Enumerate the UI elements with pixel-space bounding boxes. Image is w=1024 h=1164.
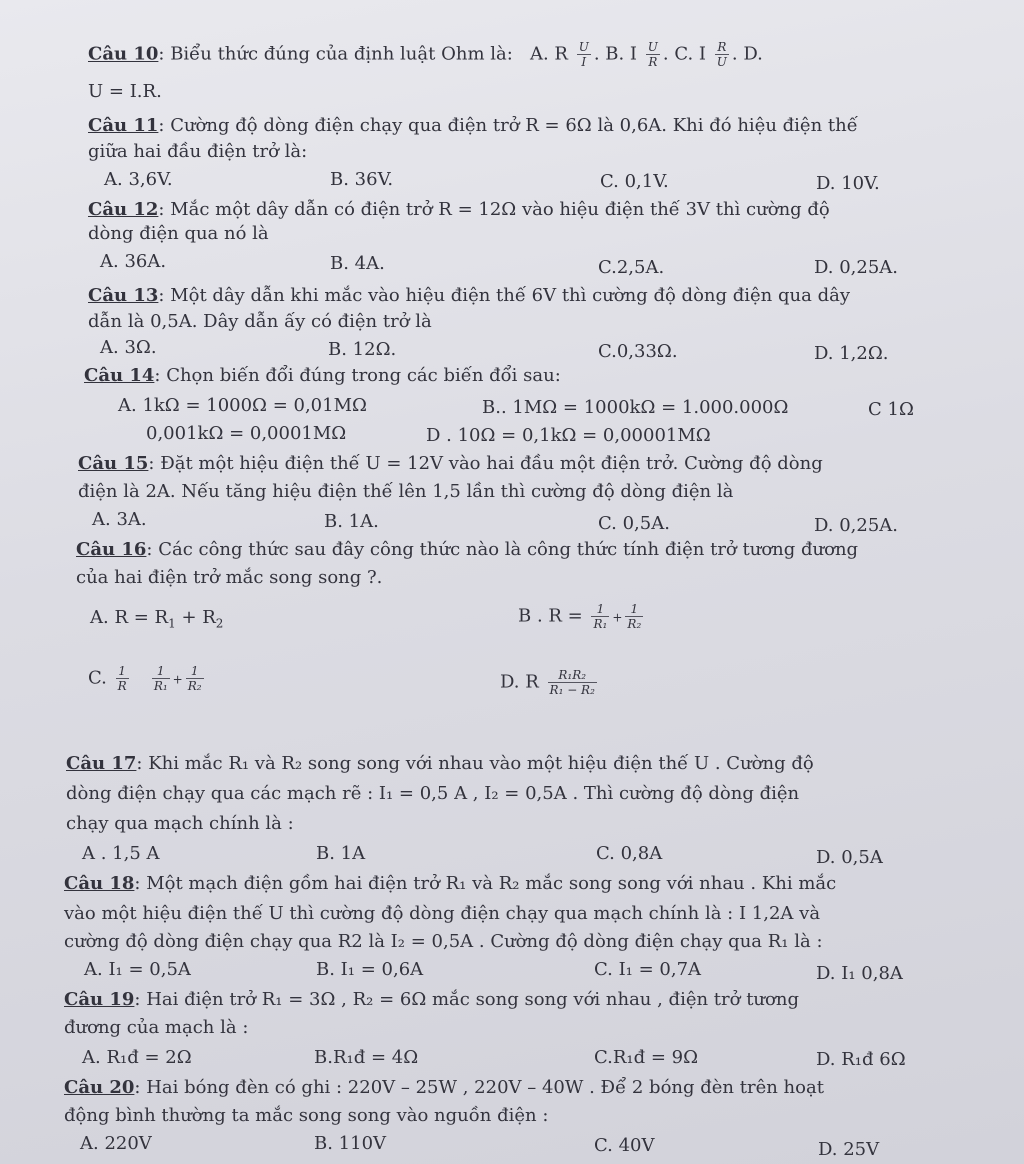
question-stem: : Một mạch điện gồm hai điện trở R₁ và R₂ mắc song song với nhau . Khi mắc <box>134 873 837 894</box>
question-label: Câu 16 <box>76 539 147 560</box>
option-c: . C. I <box>662 43 707 65</box>
option-b: B.R₁đ = 4Ω <box>314 1047 419 1068</box>
option-c: C. $\frac{1}{R}$ $\frac{1}{\text{R₁}}$ + $\frac{1}{\text{R₂}}$ <box>88 664 202 693</box>
option-d: D. 0,25A. <box>814 257 899 278</box>
question-stem: : Đặt một hiệu điện thế U = 12V vào hai đầu một điện trở. Cường độ dòng <box>148 453 823 474</box>
option-b: B. I₁ = 0,6A <box>316 959 424 980</box>
question-label: Câu 13 <box>88 285 159 306</box>
question-stem: : Mắc một dây dẫn có điện trở R = 12Ω vào hiệu điện thế 3V thì cường độ <box>158 199 830 220</box>
question-label: Câu 18 <box>64 873 135 894</box>
question-label: Câu 14 <box>84 365 155 386</box>
question-stem: : Khi mắc R₁ và R₂ song song với nhau vào một hiệu điện thế U . Cường độ <box>136 753 814 774</box>
question-stem-cont: vào một hiệu điện thế U thì cường độ dòng điện chạy qua mạch chính là : I 1,2A và <box>64 903 821 924</box>
question-12 <box>88 198 830 222</box>
question-10 <box>88 40 763 69</box>
question-label: Câu 12 <box>88 199 159 220</box>
question-11 <box>88 114 858 138</box>
option-a: A. $R = R_1 + R_2$ <box>90 607 224 631</box>
fraction-u-over-i: $\frac{U}{I}$ <box>578 40 589 69</box>
option-d: . D. <box>731 43 763 65</box>
option-a: A . 1,5 A <box>82 843 160 864</box>
fraction-r-over-u: $\frac{R}{U}$ <box>716 40 727 69</box>
option-b: B. 1A. <box>324 511 379 532</box>
question-stem: : Hai bóng đèn có ghi : 220V – 25W , 220V – 40W . Để 2 bóng đèn trên hoạt <box>134 1077 824 1098</box>
option-a: A. 3A. <box>92 509 147 530</box>
question-label: Câu 10 <box>88 43 159 65</box>
question-stem: : Biểu thức đúng của định luật Ohm là: <box>158 43 513 65</box>
question-19 <box>64 988 799 1012</box>
option-b: B.. 1MΩ = 1000kΩ = 1.000.000Ω <box>482 397 789 418</box>
option-d: D. 10V. <box>816 173 880 194</box>
option-c: C. 0,1V. <box>600 171 669 192</box>
option-d: D. R₁đ 6Ω <box>816 1049 906 1070</box>
fraction-1-over-r2: $\frac{1}{\text{R₂}}$ <box>627 602 642 631</box>
option-d: D. 0,5A <box>816 847 883 868</box>
question-16 <box>76 538 858 562</box>
option-c: C. 0,5A. <box>598 513 670 534</box>
option-b: B . R = $\frac{1}{\text{R₁}}$ + $\frac{1}{\text{R₂}}$ <box>518 602 642 631</box>
question-stem: : Chọn biến đổi đúng trong các biến đổi sau: <box>154 365 561 386</box>
option-d: D. 0,25A. <box>814 515 899 536</box>
option-a: A. 220V <box>80 1133 152 1154</box>
option-a: A. I₁ = 0,5A <box>84 959 191 980</box>
fraction-u-over-r: $\frac{U}{R}$ <box>647 40 658 69</box>
option-a: A. 3Ω. <box>100 337 157 358</box>
option-c-continued: 0,001kΩ = 0,0001MΩ <box>146 423 347 444</box>
option-a: A. R₁đ = 2Ω <box>82 1047 192 1068</box>
option-c: C.2,5A. <box>598 257 665 278</box>
option-d: D. R $\frac{\text{R₁R₂}}{\text{R₁ − R₂}}$ <box>500 668 595 697</box>
fraction-1-over-r2: $\frac{1}{\text{R₂}}$ <box>187 664 202 693</box>
question-20 <box>64 1076 824 1100</box>
question-stem-cont: dòng điện qua nó là <box>88 223 269 244</box>
question-17 <box>66 752 814 776</box>
fraction-r1r2-over-r1-r2: $\frac{\text{R₁R₂}}{\text{R₁ − R₂}}$ <box>549 668 595 697</box>
option-c: C 1Ω <box>868 399 914 420</box>
question-stem-cont: dòng điện chạy qua các mạch rẽ : I₁ = 0,5 A , I₂ = 0,5A . Thì cường độ dòng điện <box>66 783 800 804</box>
question-stem-cont: dẫn là 0,5A. Dây dẫn ấy có điện trở là <box>88 311 432 332</box>
question-label: Câu 11 <box>88 115 159 136</box>
question-18 <box>64 872 836 896</box>
option-b: B. 12Ω. <box>328 339 397 360</box>
question-stem-cont: giữa hai đầu điện trở là: <box>88 141 308 162</box>
fraction-1-over-r1: $\frac{1}{\text{R₁}}$ <box>593 602 608 631</box>
question-15 <box>78 452 823 476</box>
option-b: B. 110V <box>314 1133 387 1154</box>
option-d-text: U = I.R. <box>88 81 162 102</box>
question-stem-cont: điện là 2A. Nếu tăng hiệu điện thế lên 1,5 lần thì cường độ dòng điện là <box>78 481 734 502</box>
option-a: A. R <box>529 43 568 65</box>
option-a: A. 1kΩ = 1000Ω = 0,01MΩ <box>118 395 367 416</box>
question-label: Câu 20 <box>64 1077 135 1098</box>
option-c: C. 0,8A <box>596 843 663 864</box>
option-d: D. 1,2Ω. <box>814 343 889 364</box>
question-stem: : Cường độ dòng điện chạy qua điện trở R = 6Ω là 0,6A. Khi đó hiệu điện thế <box>158 115 858 136</box>
question-stem-cont: động bình thường ta mắc song song vào nguồn điện : <box>64 1105 549 1126</box>
fraction-1-over-r: $\frac{1}{R}$ <box>117 664 127 693</box>
question-stem: : Hai điện trở R₁ = 3Ω , R₂ = 6Ω mắc song song với nhau , điện trở tương <box>134 989 799 1010</box>
question-stem: : Các công thức sau đây công thức nào là công thức tính điện trở tương đương <box>146 539 859 560</box>
option-b: B. 36V. <box>330 169 394 190</box>
option-c: C.R₁đ = 9Ω <box>594 1047 699 1068</box>
option-c: C.0,33Ω. <box>598 341 678 362</box>
option-c: C. I₁ = 0,7A <box>594 959 702 980</box>
question-13 <box>88 284 850 308</box>
question-stem-cont: của hai điện trở mắc song song ?. <box>76 567 383 588</box>
question-stem-cont: chạy qua mạch chính là : <box>66 813 294 834</box>
question-label: Câu 17 <box>66 753 137 774</box>
question-label: Câu 15 <box>78 453 149 474</box>
option-a: A. 3,6V. <box>104 169 173 190</box>
option-d: D. 25V <box>818 1139 880 1160</box>
question-stem-cont: cường độ dòng điện chạy qua R2 là I₂ = 0,5A . Cường độ dòng điện chạy qua R₁ là : <box>64 931 823 952</box>
option-b: B. 4A. <box>330 253 385 274</box>
question-stem-cont: đương của mạch là : <box>64 1017 249 1038</box>
question-stem: : Một dây dẫn khi mắc vào hiệu điện thế 6V thì cường độ dòng điện qua dây <box>158 285 850 306</box>
question-14 <box>84 364 561 388</box>
question-label: Câu 19 <box>64 989 135 1010</box>
option-d: D. I₁ 0,8A <box>816 963 903 984</box>
option-b: B. 1A <box>316 843 366 864</box>
option-d: D . 10Ω = 0,1kΩ = 0,00001MΩ <box>426 425 711 446</box>
option-c: C. 40V <box>594 1135 655 1156</box>
option-a: A. 36A. <box>100 251 167 272</box>
option-b: . B. I <box>593 43 638 65</box>
fraction-1-over-r1: $\frac{1}{\text{R₁}}$ <box>153 664 168 693</box>
